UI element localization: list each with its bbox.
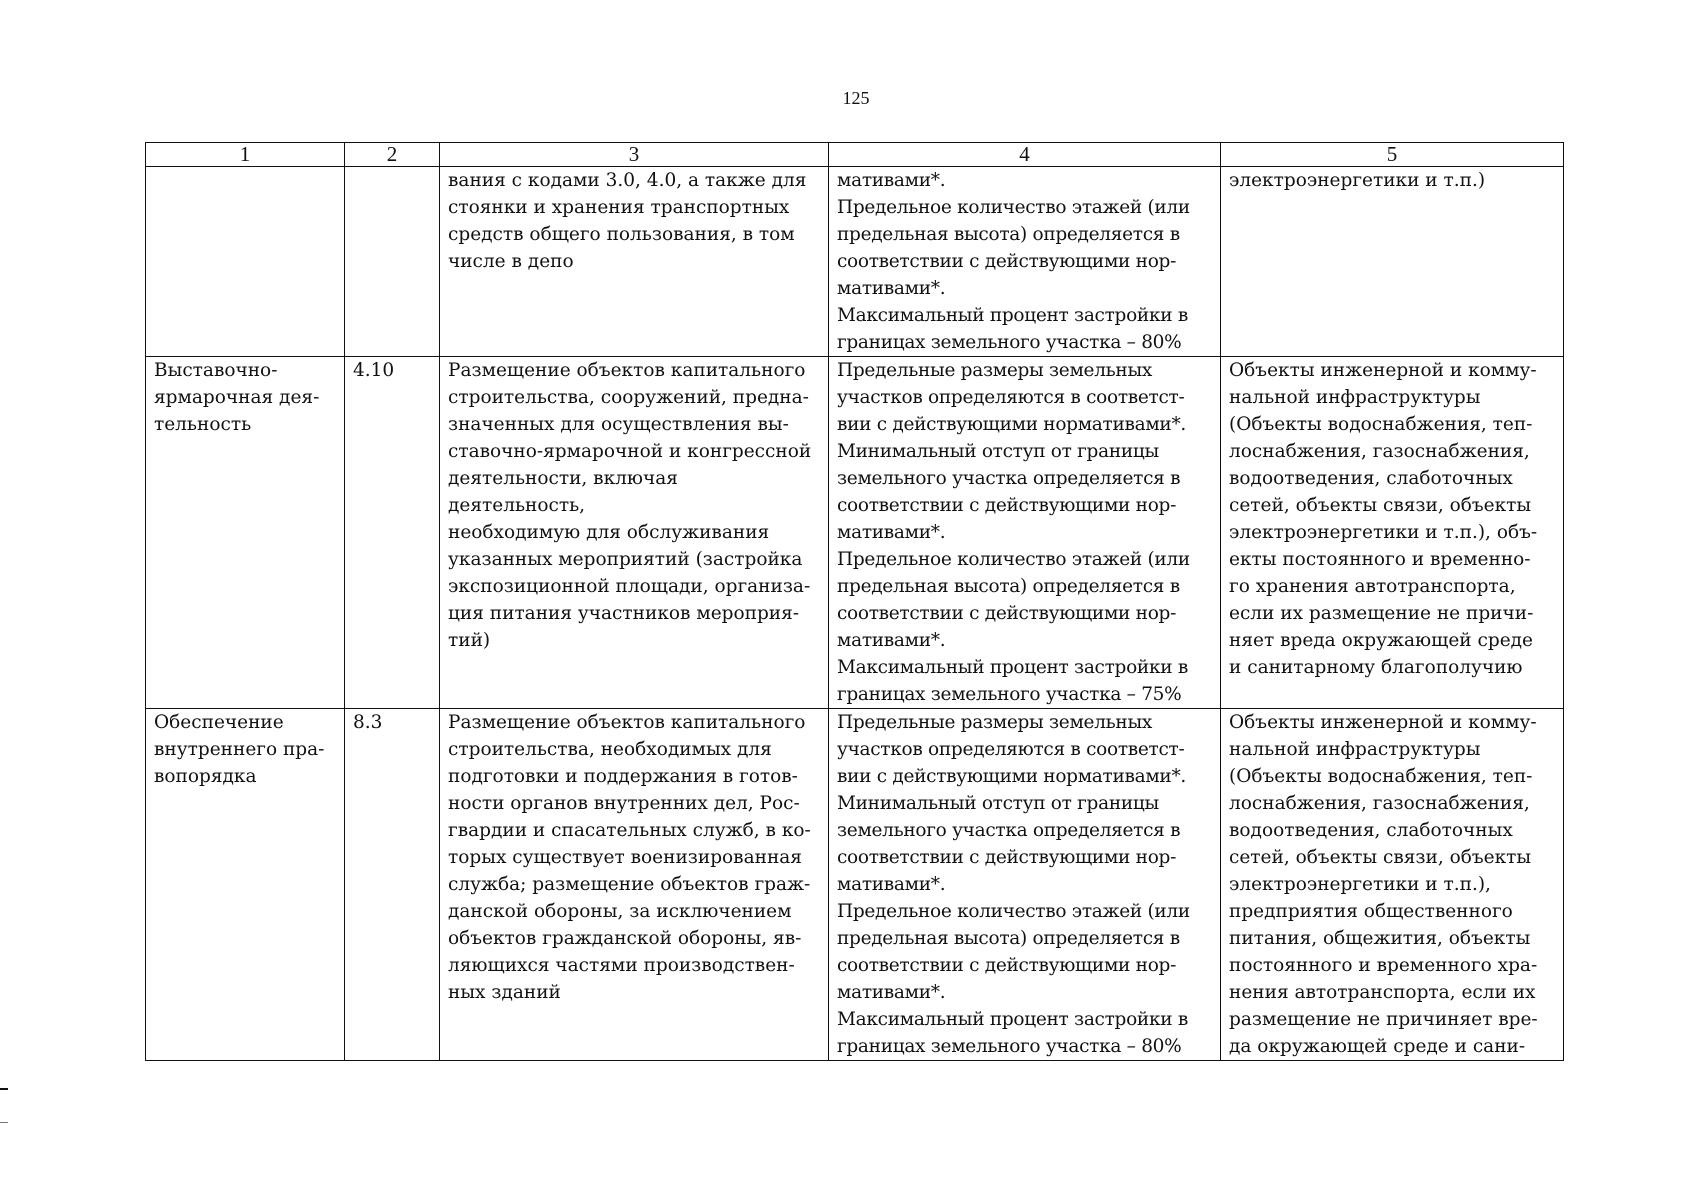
use-parameters-cell — [829, 357, 1221, 709]
column-header-2: 2 — [345, 143, 440, 167]
auxiliary-uses-text: Объекты инженерной и комму- нальной инфраструктуры (Объекты водоснабжения, теп- лоснабжения, газоснабжения, водоотведения, слаботочных сетей, объекты связи, объекты электроэнергетики и т.п.), предприятия общественного питания, общежития, объекты постоянного и временного хра- нения автотранспорта, если их размещение не причиняет вре- да окружающей среде и сани- — [1229, 712, 1538, 1057]
column-header-5: 5 — [1221, 143, 1564, 167]
use-description-cell — [440, 709, 829, 1061]
use-code-cell — [345, 357, 440, 709]
use-code-text: 4.10 — [353, 360, 395, 381]
column-header-4: 4 — [829, 143, 1221, 167]
use-description-cell — [440, 357, 829, 709]
use-parameters-cell — [829, 709, 1221, 1061]
table-row — [146, 357, 1564, 709]
use-code-cell — [345, 167, 440, 357]
margin-mark — [0, 1122, 8, 1123]
use-description-text: Размещение объектов капитального строительства, сооружений, предна- значенных для осуществления вы- ставочно-ярмарочной и конгрессной деятельности, включая деятельность, необходимую для обслуживания указанных мероприятий (застройка экспозиционной площади, организа- ция питания участников мероприя- тий) — [448, 360, 812, 651]
use-parameters-text: Предельные размеры земельных участков определяются в соответст- вии с действующими нормативами*. Минимальный отступ от границы земельного участка определяется в соответствии с действующими нор- мативами*. Предельное количество этажей (или предельная высота) определяется в соответствии с действующими нор- мативами*. Максимальный процент застройки в границах земельного участка – 80% — [837, 712, 1190, 1057]
use-name-cell — [146, 167, 345, 357]
use-name-text: Обеспечение внутреннего пра- вопорядка — [154, 712, 325, 787]
use-parameters-cell — [829, 167, 1221, 357]
use-code-cell — [345, 709, 440, 1061]
use-code-text: 8.3 — [353, 712, 383, 733]
column-header-1: 1 — [146, 143, 345, 167]
use-parameters-text: мативами*. Предельное количество этажей (или предельная высота) определяется в соответствии с действующими нор- мативами*. Максимальный процент застройки в границах земельного участка – 80% — [837, 170, 1190, 353]
auxiliary-uses-text: Объекты инженерной и комму- нальной инфраструктуры (Объекты водоснабжения, теп- лоснабжения, газоснабжения, водоотведения, слаботочных сетей, объекты связи, объекты электроэнергетики и т.п.), объ- екты постоянного и временно- го хранения автотранспорта, если их размещение не причи- няет вреда окружающей среде и санитарному благополучию — [1229, 360, 1538, 678]
auxiliary-uses-cell — [1221, 167, 1564, 357]
table-row — [146, 709, 1564, 1061]
table-header-row — [146, 143, 1564, 167]
use-name-cell — [146, 709, 345, 1061]
use-name-text: Выставочно- ярмарочная дея- тельность — [154, 360, 320, 435]
land-use-table — [145, 142, 1564, 1061]
margin-mark — [0, 1088, 8, 1090]
column-header-3: 3 — [440, 143, 829, 167]
use-name-cell — [146, 357, 345, 709]
use-parameters-text: Предельные размеры земельных участков определяются в соответст- вии с действующими нормативами*. Минимальный отступ от границы земельного участка определяется в соответствии с действующими нор- мативами*. Предельное количество этажей (или предельная высота) определяется в соответствии с действующими нор- мативами*. Максимальный процент застройки в границах земельного участка – 75% — [837, 360, 1190, 705]
page-number: 125 — [842, 88, 870, 108]
table-row — [146, 167, 1564, 357]
auxiliary-uses-cell — [1221, 357, 1564, 709]
use-description-text: Размещение объектов капитального строительства, необходимых для подготовки и поддержания в готов- ности органов внутренних дел, Рос- гвардии и спасательных служб, в ко- торых существует военизированная служба; размещение объектов граж- данской обороны, за исключением объектов гражданской обороны, яв- ляющихся частями производствен- ных зданий — [448, 712, 811, 1003]
use-description-text: вания с кодами 3.0, 4.0, а также для стоянки и хранения транспортных средств общего пользования, в том числе в депо — [448, 170, 807, 272]
auxiliary-uses-cell — [1221, 709, 1564, 1061]
use-description-cell — [440, 167, 829, 357]
auxiliary-uses-text: электроэнергетики и т.п.) — [1229, 170, 1486, 191]
